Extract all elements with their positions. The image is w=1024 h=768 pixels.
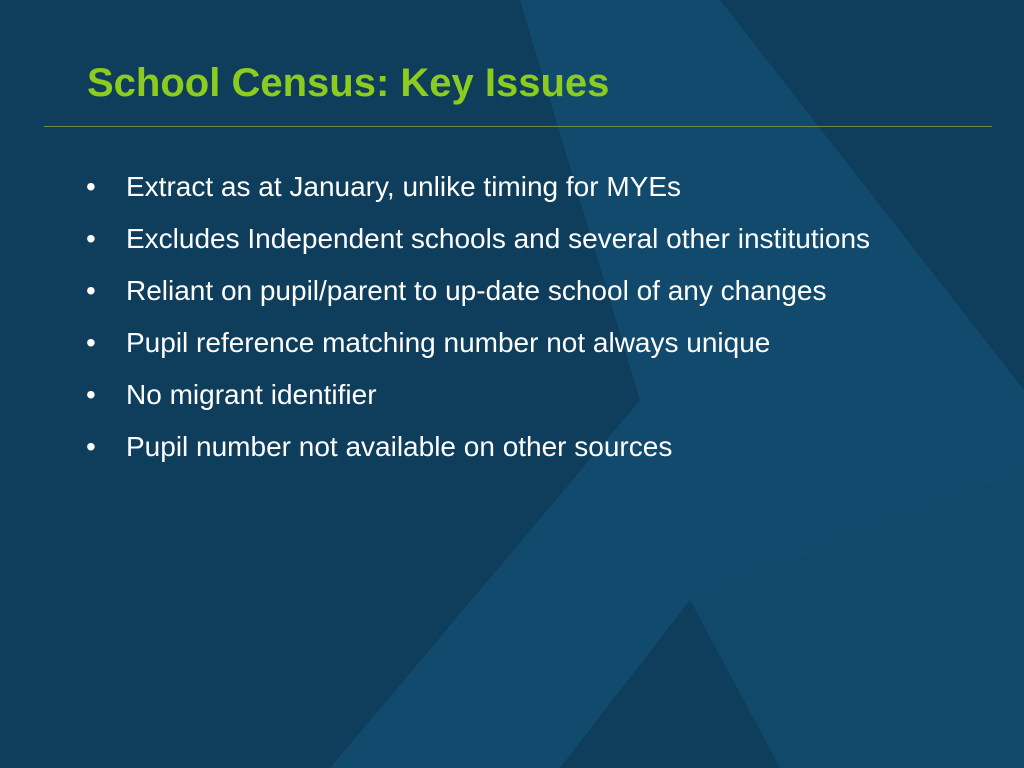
bullet-text: Excludes Independent schools and several other institutions [126, 223, 871, 254]
bullet-text: No migrant identifier [126, 379, 377, 410]
bullet-text: Pupil number not available on other sources [126, 431, 673, 462]
bullet-dot-icon: • [86, 327, 96, 358]
bullet-item-4 [86, 326, 946, 359]
bullet-text: Reliant on pupil/parent to up-date school of any changes [126, 275, 827, 306]
bullet-list [86, 170, 946, 482]
title-divider [44, 126, 992, 127]
bullet-text: Extract as at January, unlike timing for MYEs [126, 171, 682, 202]
bullet-item-3 [86, 274, 946, 307]
bullet-text: Pupil reference matching number not always unique [126, 327, 771, 358]
bullet-dot-icon: • [86, 431, 96, 462]
bullet-dot-icon: • [86, 275, 96, 306]
bullet-item-2 [86, 222, 946, 255]
bullet-item-5 [86, 378, 946, 411]
slide-title: School Census: Key Issues [87, 61, 610, 105]
bullet-item-6 [86, 430, 946, 463]
bullet-dot-icon: • [86, 379, 96, 410]
bullet-dot-icon: • [86, 223, 96, 254]
bullet-dot-icon: • [86, 171, 96, 202]
bullet-item-1 [86, 170, 946, 203]
